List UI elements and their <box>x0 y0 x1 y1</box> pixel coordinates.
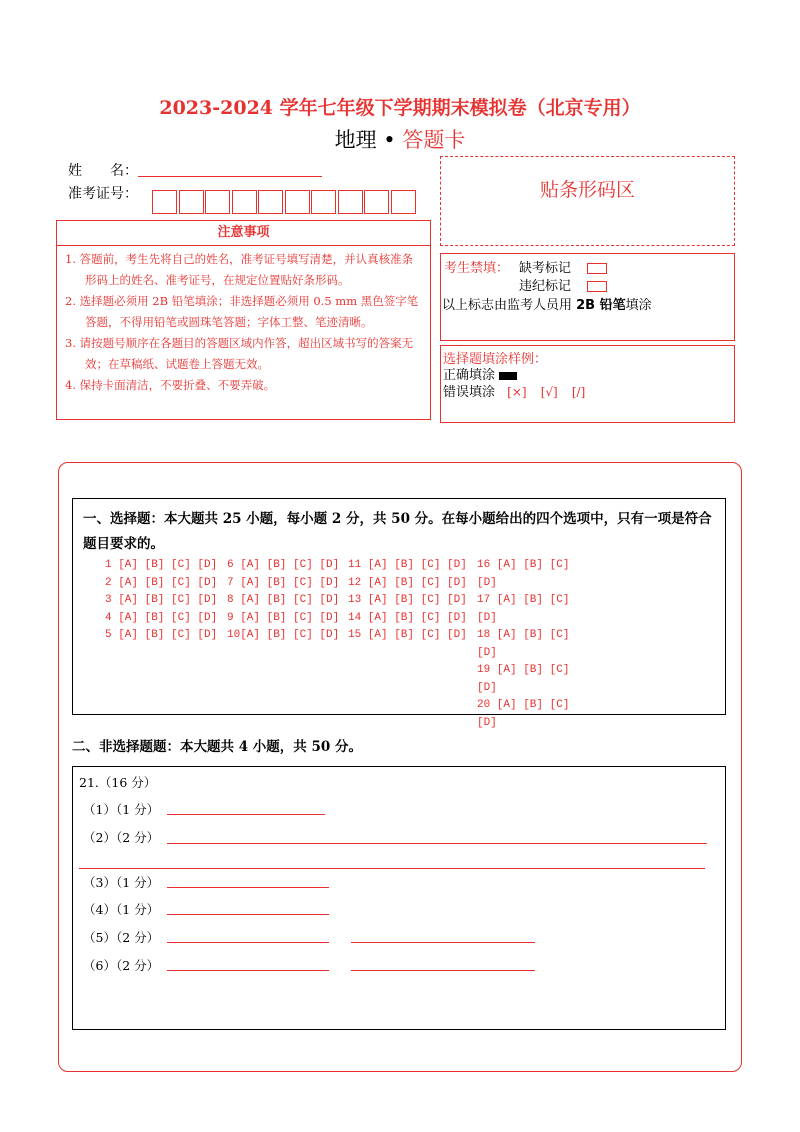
answer-line[interactable] <box>167 942 329 943</box>
proctor-note-pre: 以上标志由监考人员用 <box>442 298 577 313</box>
exam-id-digit-box[interactable] <box>232 190 257 214</box>
answer-line[interactable] <box>167 970 329 971</box>
barcode-label: 贴条形码区 <box>539 179 635 201</box>
correct-sample-label: 正确填涂 <box>443 368 496 383</box>
exam-id-boxes <box>152 190 417 214</box>
mcq-column <box>477 557 569 732</box>
mcq-question-row[interactable]: 6 [A] [B] [C] [D] <box>227 559 340 571</box>
mcq-question-row[interactable]: 4 [A] [B] [C] [D] <box>105 611 218 624</box>
exam-id-digit-box[interactable] <box>285 190 310 214</box>
notice-list <box>65 249 420 396</box>
mcq-question-row[interactable]: [D] <box>477 646 497 659</box>
question-part-label: （3）（1 分） <box>83 875 160 890</box>
wrong-sample-label: 错误填涂 <box>443 385 496 400</box>
mcq-column <box>227 557 339 645</box>
card-type: 答题卡 <box>402 128 466 152</box>
absent-mark-label: 缺考标记 <box>519 261 572 276</box>
mcq-question-row[interactable]: 11 [A] [B] [C] [D] <box>348 559 467 571</box>
fill-sample-box <box>440 345 735 423</box>
question-part-label: （2）（2 分） <box>83 830 160 845</box>
violation-mark-label: 违纪标记 <box>519 279 572 294</box>
multiple-choice-section <box>72 498 726 729</box>
mcq-column <box>105 557 217 645</box>
answer-line[interactable] <box>167 814 325 815</box>
proctor-only-box <box>440 253 735 341</box>
exam-id-digit-box[interactable] <box>152 190 177 214</box>
answer-line[interactable] <box>79 868 705 869</box>
answer-line[interactable] <box>351 942 535 943</box>
violation-mark-box[interactable] <box>587 281 607 292</box>
question-part-label: （5）（2 分） <box>83 930 160 945</box>
absent-mark-box[interactable] <box>587 263 607 274</box>
mcq-question-row[interactable]: 1 [A] [B] [C] [D] <box>105 559 218 571</box>
exam-id-digit-box[interactable] <box>338 190 363 214</box>
notice-box <box>56 220 431 420</box>
wrong-mark-sample: [/] <box>571 385 586 399</box>
mcq-question-row[interactable]: 10[A] [B] [C] [D] <box>227 629 340 641</box>
name-field[interactable] <box>138 176 322 177</box>
exam-id-digit-box[interactable] <box>364 190 389 214</box>
notice-item: 4. 保持卡面清洁，不要折叠、不要弄破。 <box>65 378 276 392</box>
mcq-question-row[interactable]: 2 [A] [B] [C] [D] <box>105 576 218 589</box>
mcq-column <box>348 557 467 645</box>
question-part-label: （4）（1 分） <box>83 902 160 917</box>
wrong-mark-sample: [√] <box>540 385 558 399</box>
notice-item: 3. 请按题号顺序在各题目的答题区域内作答，超出区域书写的答案无效；在草稿纸、试题卷上答题无效。 <box>65 336 414 371</box>
mcq-question-row[interactable]: 15 [A] [B] [C] [D] <box>348 629 467 641</box>
mcq-question-row[interactable]: 3 [A] [B] [C] [D] <box>105 594 218 606</box>
fill-sample-title: 选择题填涂样例： <box>443 352 548 367</box>
wrong-mark-sample: [×] <box>507 385 527 399</box>
non-choice-title: 二、非选择题题：本大题共 4 小题，共 50 分。 <box>72 739 362 755</box>
mcq-question-row[interactable]: 14 [A] [B] [C] [D] <box>348 611 467 624</box>
mcq-question-row[interactable]: 20 [A] [B] [C] <box>477 699 570 711</box>
mcq-question-row[interactable]: 12 [A] [B] [C] [D] <box>348 576 467 589</box>
mcq-question-row[interactable]: 9 [A] [B] [C] [D] <box>227 611 340 624</box>
answer-line[interactable] <box>351 970 535 971</box>
notice-item: 2. 选择题必须用 2B 铅笔填涂；非选择题必须用 0.5 mm 黑色签字笔答题，不得用铅笔或圆珠笔答题；字体工整、笔迹清晰。 <box>65 294 419 329</box>
exam-id-digit-box[interactable] <box>391 190 416 214</box>
exam-id-label: 准考证号： <box>68 186 138 202</box>
proctor-note-post: 填涂 <box>625 298 652 313</box>
question-21-box <box>72 766 726 1030</box>
mcq-question-row[interactable]: 8 [A] [B] [C] [D] <box>227 594 340 606</box>
exam-id-digit-box[interactable] <box>179 190 204 214</box>
exam-id-digit-box[interactable] <box>205 190 230 214</box>
question-part-label: （1）（1 分） <box>83 802 160 817</box>
mcq-question-row[interactable]: [D] <box>477 576 497 589</box>
answer-line[interactable] <box>167 914 329 915</box>
subject-name: 地理 <box>334 128 377 152</box>
mcq-question-row[interactable]: 16 [A] [B] [C] <box>477 559 570 571</box>
mcq-question-row[interactable]: 13 [A] [B] [C] [D] <box>348 594 467 606</box>
violation-mark-row <box>519 275 607 294</box>
mcq-question-row[interactable]: [D] <box>477 681 497 694</box>
card-title: 2023-2024 学年七年级下学期期末模拟卷（北京专用） <box>159 97 641 119</box>
answer-line[interactable] <box>167 887 329 888</box>
filled-mark-sample <box>499 372 517 380</box>
wrong-sample-row <box>443 381 585 400</box>
exam-id-digit-box[interactable] <box>258 190 283 214</box>
mcq-question-row[interactable]: 17 [A] [B] [C] <box>477 594 570 606</box>
mcq-question-row[interactable]: 18 [A] [B] [C] <box>477 629 570 641</box>
multiple-choice-title: 一、选择题：本大题共 25 小题，每小题 2 分，共 50 分。在每小题给出的四个选项中，只有一项是符合题目要求的。 <box>83 511 712 552</box>
proctor-only-label: 考生禁填： <box>444 261 510 276</box>
notice-heading: 注意事项 <box>57 221 430 246</box>
name-label: 姓 名： <box>68 163 138 179</box>
subtitle-dot: • <box>383 128 396 152</box>
question-21-header: 21.（16 分） <box>79 775 157 790</box>
card-subtitle <box>0 124 800 154</box>
mcq-question-row[interactable]: [D] <box>477 716 497 729</box>
proctor-note-bold: 2B 铅笔 <box>576 298 626 313</box>
barcode-area <box>440 156 735 246</box>
mcq-question-row[interactable]: 5 [A] [B] [C] [D] <box>105 629 218 641</box>
mcq-question-row[interactable]: 19 [A] [B] [C] <box>477 664 570 676</box>
mcq-question-row[interactable]: 7 [A] [B] [C] [D] <box>227 576 340 589</box>
proctor-note <box>442 294 652 313</box>
notice-item: 1. 答题前，考生先将自己的姓名，准考证号填写清楚，并认真核准条形码上的姓名、准考证号，在规定位置贴好条形码。 <box>65 252 414 287</box>
answer-line[interactable] <box>167 843 707 844</box>
absent-mark-row <box>519 257 607 276</box>
question-part-label: （6）（2 分） <box>83 958 160 973</box>
exam-id-digit-box[interactable] <box>311 190 336 214</box>
mcq-question-row[interactable]: [D] <box>477 611 497 624</box>
